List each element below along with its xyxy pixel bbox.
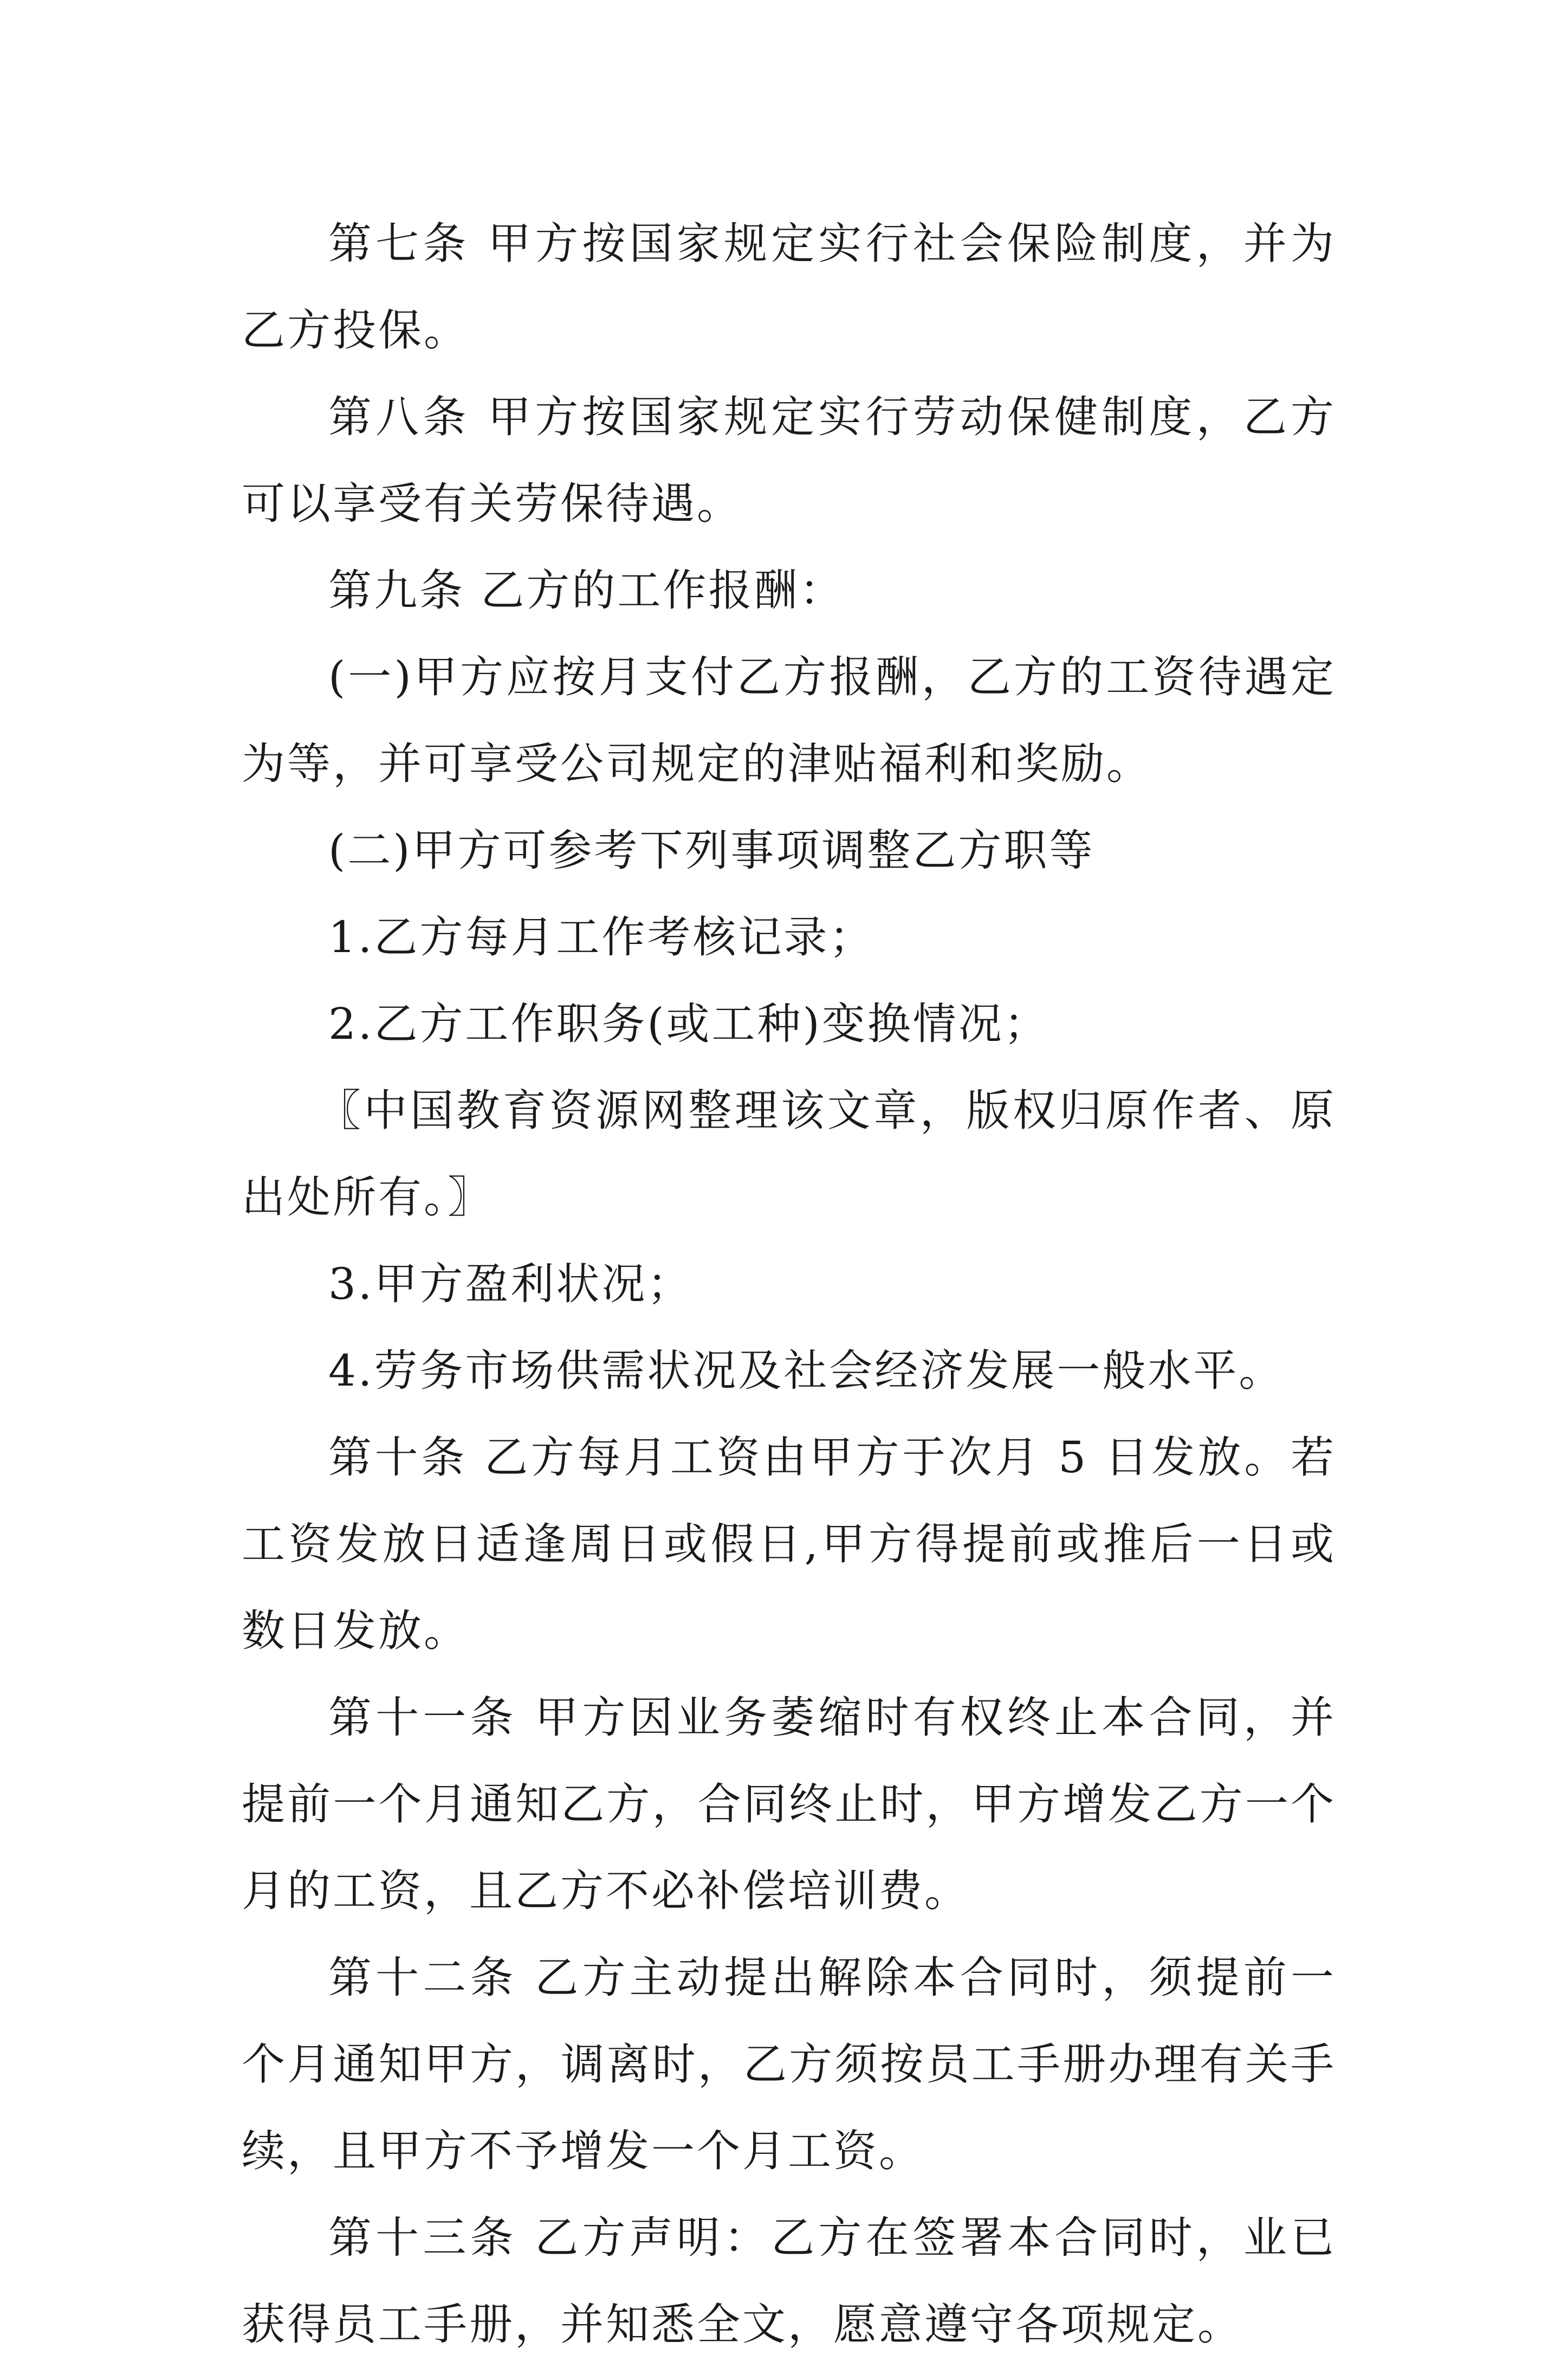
article-9: 第九条 乙方的工作报酬：: [328, 565, 845, 616]
document-body: [242, 200, 1336, 2368]
article-10: 第十条 乙方每月工资由甲方于次月 5 日发放。若工资发放日适逢周日或假日,甲方得提前或推后一日或数日发放。: [242, 1432, 1336, 1656]
list-item-2: 2.乙方工作职务(或工种)变换情况；: [328, 999, 1049, 1049]
list-item-1: 1.乙方每月工作考核记录；: [328, 912, 875, 962]
copyright-notice: 〖中国教育资源网整理该文章，版权归原作者、原出处所有。〗: [242, 1085, 1336, 1222]
list-item-4: 4.劳务市场供需状况及社会经济发展一般水平。: [328, 1345, 1285, 1396]
article-8: 第八条 甲方按国家规定实行劳动保健制度，乙方可以享受有关劳保待遇。: [242, 392, 1336, 529]
article-9-clause-2: (二)甲方可参考下列事项调整乙方职等: [328, 825, 1095, 876]
article-7: 第七条 甲方按国家规定实行社会保险制度，并为乙方投保。: [242, 218, 1336, 355]
article-12: 第十二条 乙方主动提出解除本合同时，须提前一个月通知甲方，调离时，乙方须按员工手册办理有关手续，且甲方不予增发一个月工资。: [242, 1952, 1336, 2176]
list-item-3: 3.甲方盈利状况；: [328, 1259, 693, 1309]
article-13: 第十三条 乙方声明：乙方在签署本合同时，业已获得员工手册，并知悉全文，愿意遵守各项规定。: [242, 2212, 1336, 2350]
article-11: 第十一条 甲方因业务萎缩时有权终止本合同，并提前一个月通知乙方，合同终止时，甲方增发乙方一个月的工资，且乙方不必补偿培训费。: [242, 1692, 1336, 1916]
article-9-clause-1: (一)甲方应按月支付乙方报酬，乙方的工资待遇定为等，并可享受公司规定的津贴福利和奖励。: [242, 652, 1336, 789]
